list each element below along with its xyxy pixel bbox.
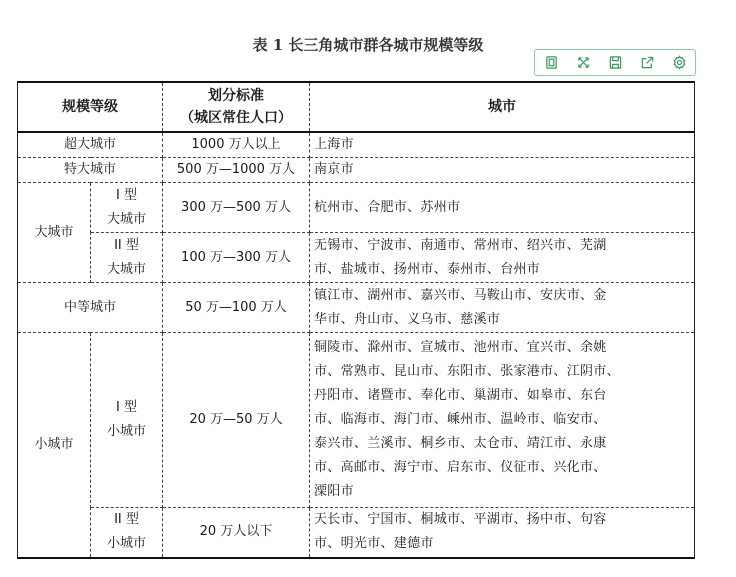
criteria-cell: 100 万—300 万人 bbox=[163, 233, 310, 283]
criteria-cell: 500 万—1000 万人 bbox=[163, 158, 310, 183]
cities-cell: 天长市、宁国市、桐城市、平湖市、扬中市、句容 市、明光市、建德市 bbox=[310, 508, 695, 558]
header-cities: 城市 bbox=[310, 82, 695, 132]
criteria-cell: 50 万—100 万人 bbox=[163, 283, 310, 333]
level-cell: 中等城市 bbox=[18, 283, 163, 333]
expand-icon[interactable] bbox=[572, 52, 594, 74]
table-toolbar bbox=[534, 49, 696, 76]
city-scale-table bbox=[17, 81, 695, 559]
cities-cell: 铜陵市、滁州市、宣城市、池州市、宜兴市、余姚 市、常熟市、昆山市、东阳市、张家港市、江阴市、 丹阳市、诸暨市、奉化市、巢湖市、如皋市、东台 市、临海市、海门市、嵊州市、温岭市、临安市、 泰兴市、兰溪市、桐乡市、太仓市、靖江市、永康 市、高邮市、海宁市、启东市、仪征市、兴化市、 溧阳市 bbox=[310, 333, 695, 508]
share-icon[interactable] bbox=[636, 52, 658, 74]
cities-cell: 上海市 bbox=[310, 132, 695, 158]
level-cell: 超大城市 bbox=[18, 132, 163, 158]
settings-icon[interactable] bbox=[668, 52, 690, 74]
table-row-small-type2 bbox=[18, 508, 695, 558]
cities-cell: 镇江市、湖州市、嘉兴市、马鞍山市、安庆市、金 华市、舟山市、义乌市、慈溪市 bbox=[310, 283, 695, 333]
cities-cell: 无锡市、宁波市、南通市、常州市、绍兴市、芜湖 市、盐城市、扬州市、泰州市、台州市 bbox=[310, 233, 695, 283]
criteria-cell: 300 万—500 万人 bbox=[163, 183, 310, 233]
cities-cell: 南京市 bbox=[310, 158, 695, 183]
subtype-cell: I 型 大城市 bbox=[91, 183, 163, 233]
table-row-small-type1 bbox=[18, 333, 695, 508]
table-row-large-type2 bbox=[18, 233, 695, 283]
header-level: 规模等级 bbox=[18, 82, 163, 132]
table-row-supercity bbox=[18, 158, 695, 183]
level-cell: 小城市 bbox=[18, 333, 91, 558]
subtype-cell: I 型 小城市 bbox=[91, 333, 163, 508]
level-cell: 特大城市 bbox=[18, 158, 163, 183]
save-icon[interactable] bbox=[604, 52, 626, 74]
table-row-megacity bbox=[18, 132, 695, 158]
header-criteria: 划分标准 （城区常住人口） bbox=[163, 82, 310, 132]
level-cell: 大城市 bbox=[18, 183, 91, 283]
subtype-cell: II 型 大城市 bbox=[91, 233, 163, 283]
cities-cell: 杭州市、合肥市、苏州市 bbox=[310, 183, 695, 233]
header-row bbox=[18, 82, 695, 132]
table-row-medium bbox=[18, 283, 695, 333]
copy-icon[interactable] bbox=[540, 52, 562, 74]
criteria-cell: 1000 万人以上 bbox=[163, 132, 310, 158]
criteria-cell: 20 万人以下 bbox=[163, 508, 310, 558]
table-row-large-type1 bbox=[18, 183, 695, 233]
table-title: 表 1 长三角城市群各城市规模等级 bbox=[252, 36, 484, 54]
criteria-cell: 20 万—50 万人 bbox=[163, 333, 310, 508]
subtype-cell: II 型 小城市 bbox=[91, 508, 163, 558]
